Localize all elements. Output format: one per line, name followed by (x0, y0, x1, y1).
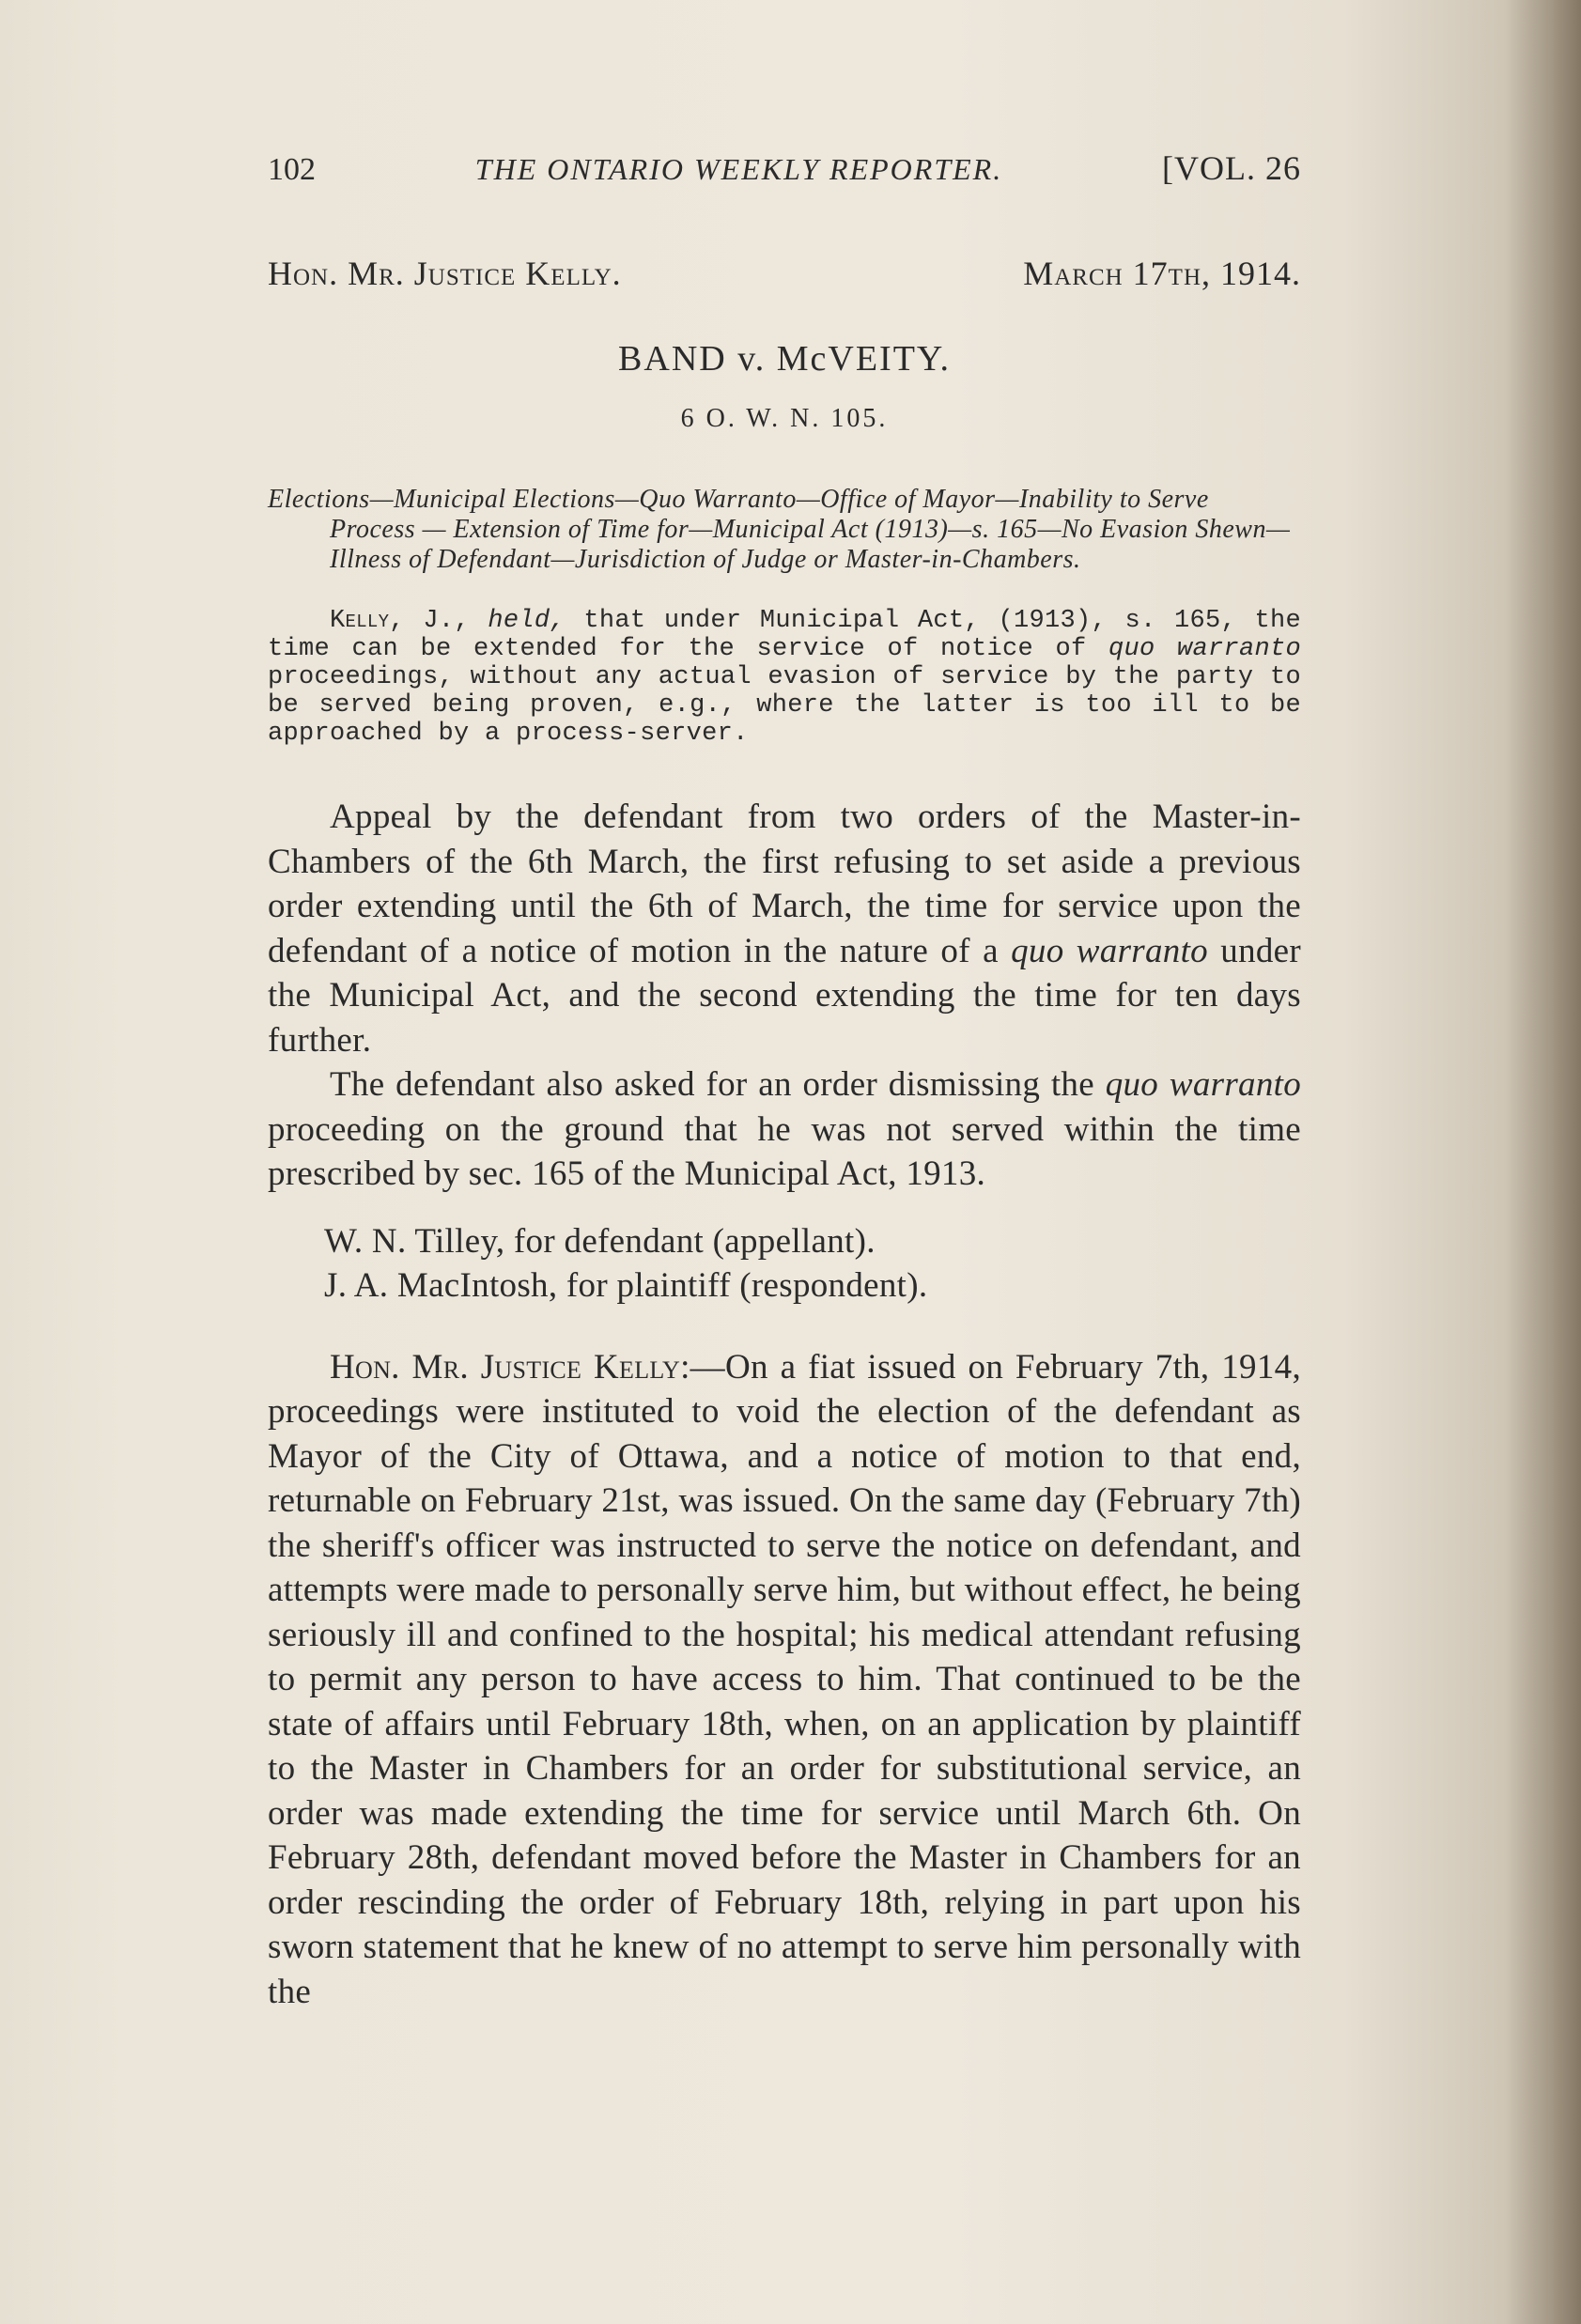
dismissal-text-2: proceeding on the ground that he was not served within the time prescribed by sec. 165 of the Municipal Act, 1913. (268, 1109, 1301, 1193)
case-citation: 6 O. W. N. 105. (680, 404, 889, 433)
counsel-defendant: W. N. Tilley, for defendant (appellant). (324, 1221, 876, 1261)
appeal-text-1: Appeal by the defendant from two orders of the Master-in-Chambers of the 6th March, the first refusing to set aside a previous order extending until the 6th of March, the time for service upon the defendant of a notice of motion in the nature of a (268, 798, 1301, 970)
holding-judge: Kelly, J., (330, 607, 470, 635)
holding-text-2: proceedings, without any actual evasion of service by the party to be served being proven, e.g., where the latter is too ill to be approached by a process-server. (268, 663, 1301, 748)
dismissal-quo-warranto: quo warranto (1105, 1065, 1301, 1104)
holding-summary (268, 607, 1301, 748)
holding-text-1: that under Municipal Act, (1913), s. 165, the time can be extended for the service of notice of (268, 607, 1301, 663)
publication-title: THE ONTARIO WEEKLY REPORTER. (474, 152, 1003, 186)
page-number: 102 (268, 152, 316, 187)
appeal-paragraph (268, 795, 1301, 1062)
appeal-quo-warranto: quo warranto (1011, 931, 1208, 970)
counsel-plaintiff: J. A. MacIntosh, for plaintiff (respondent). (324, 1265, 928, 1305)
holding-quo-warranto: quo warranto (1108, 635, 1301, 663)
appeal-text-2: under the Municipal Act, and the second extending the time for ten days further. (268, 931, 1302, 1060)
judge-name: Hon. Mr. Justice Kelly. (268, 255, 622, 292)
headnote: Elections—Municipal Elections—Quo Warranto—Office of Mayor—Inability to Serve Process — Extension of Time for—Municipal Act (1913)—s. 165—No Evasion Shewn—Illness of Defendant—Jurisdiction of Judge or Master-in-Chambers. (268, 485, 1291, 574)
judgment-speaker: Hon. Mr. Justice Kelly: (330, 1347, 690, 1387)
page-content (268, 141, 1301, 2014)
decision-date: March 17th, 1914. (1023, 255, 1301, 292)
case-title: BAND v. McVEITY. (618, 339, 951, 379)
volume-number: [VOL. 26 (1162, 149, 1301, 187)
court-line (268, 254, 1301, 293)
dismissal-paragraph (268, 1062, 1301, 1197)
dismissal-text-1: The defendant also asked for an order dismissing the (330, 1065, 1106, 1104)
page-gutter-shadow (1506, 0, 1581, 2324)
judgment-paragraph (268, 1345, 1301, 2015)
holding-held: held, (488, 607, 566, 635)
judgment-text: —On a fiat issued on February 7th, 1914, proceedings were instituted to void the election of the defendant as Mayor of the City of Ottawa, and a notice of motion to that end, returnable on February 21st, was issued. On the same day (February 7th) the sheriff's officer was instructed to serve the notice on defendant, and attempts were made to personally serve him, but without effect, he being seriously ill and confined to the hospital; his medical attendant refusing to permit any person to have access to him. That continued to be the state of affairs until February 18th, when, on an application by plaintiff to the Master in Chambers for an order for substitutional service, an order was made extending the time for service until March 6th. On February 28th, defendant moved before the Master in Chambers for an order rescinding the order of February 18th, relying in part upon his sworn statement that he knew of no attempt to serve him personally with the (268, 1347, 1301, 2011)
running-head (268, 148, 1301, 188)
